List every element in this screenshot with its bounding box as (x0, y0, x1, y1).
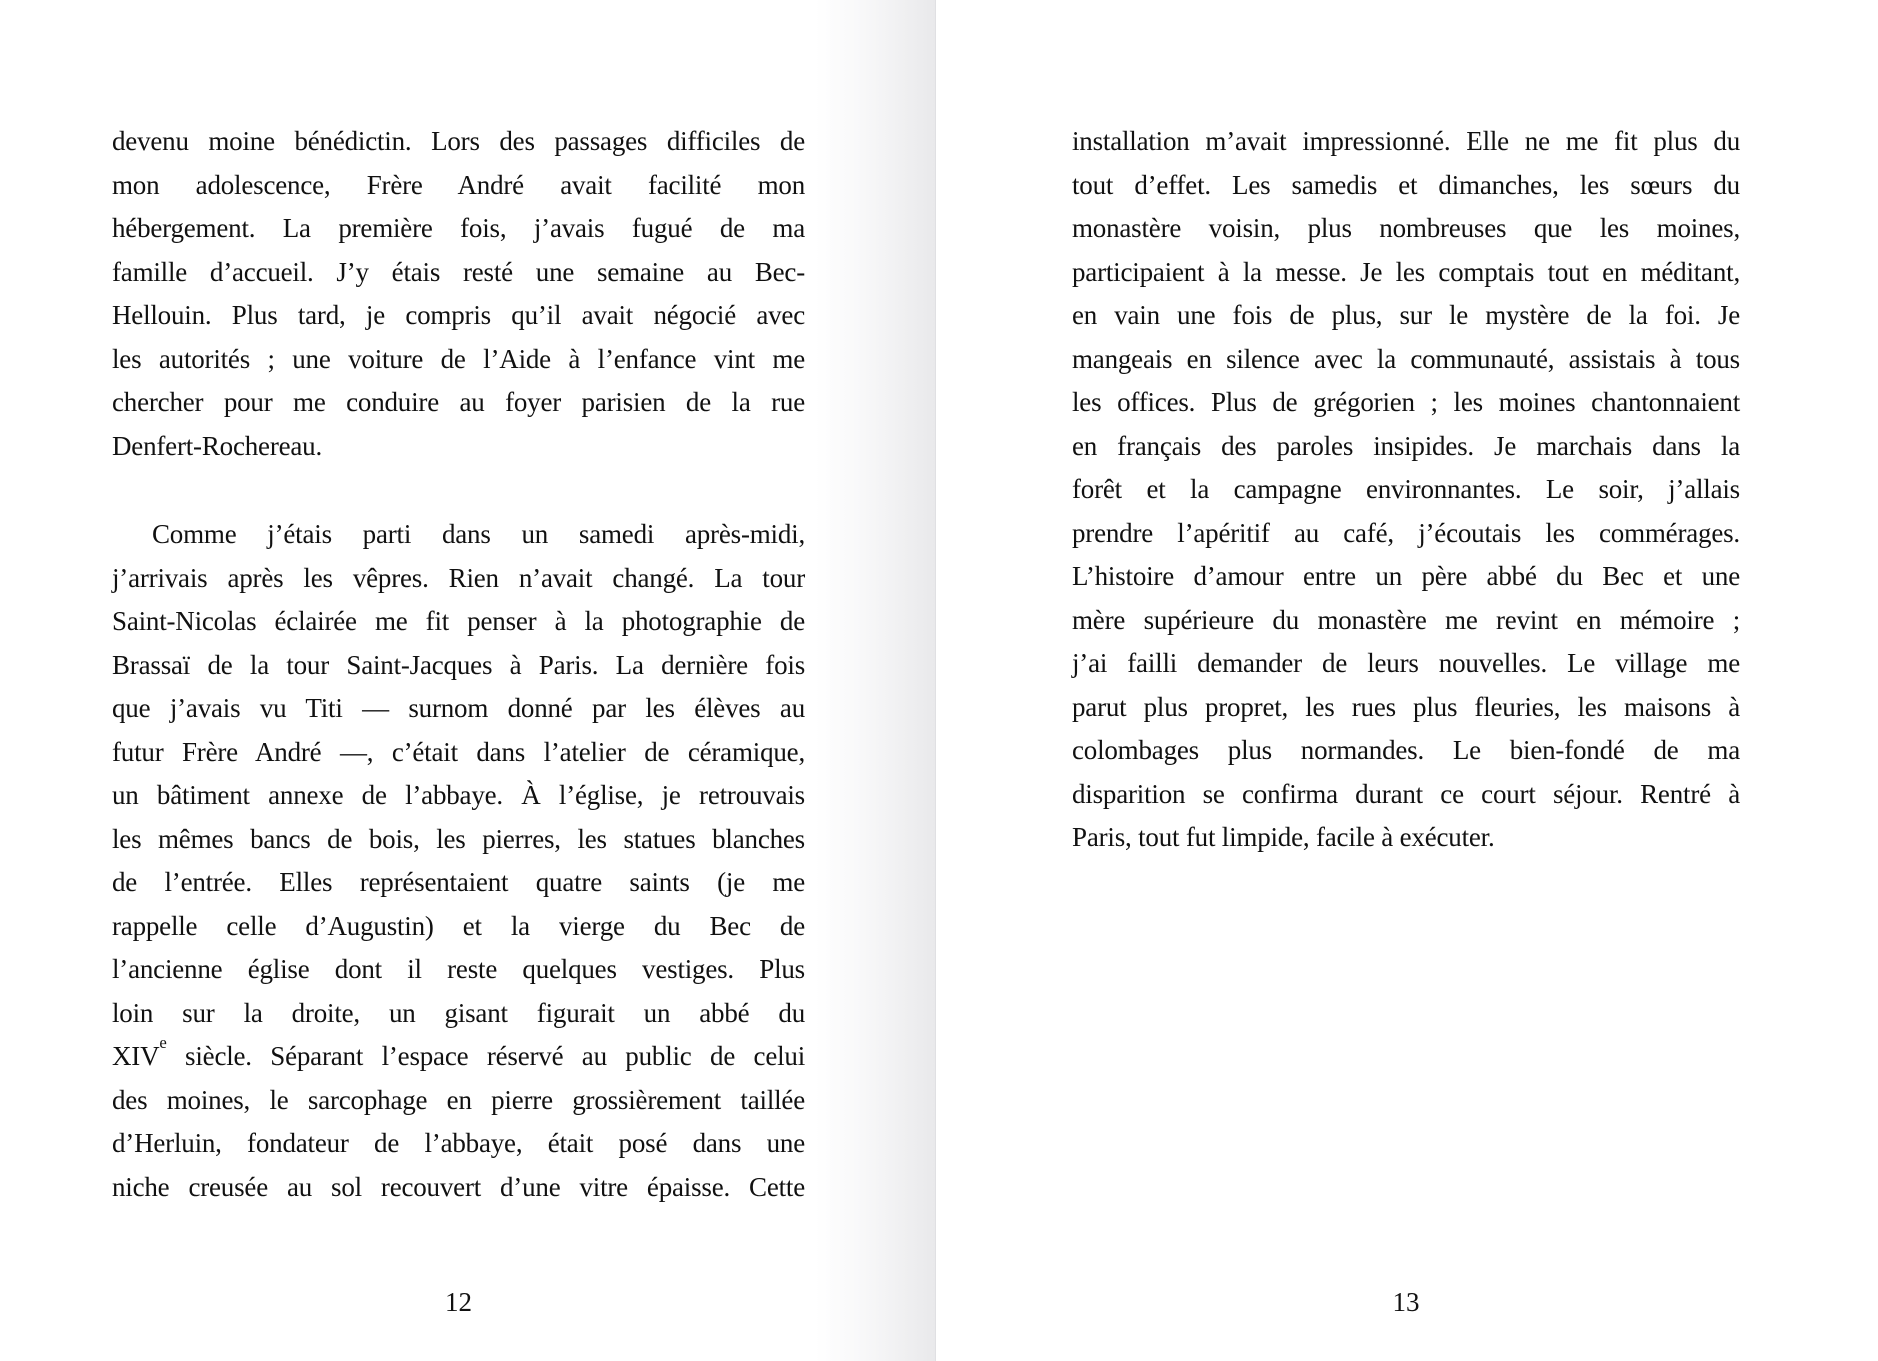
text-line: les autorités ; une voiture de l’Aide à l’enfance vint me (112, 343, 805, 374)
text-line: niche creusée au sol recouvert d’une vitre épaisse. Cette (112, 1171, 805, 1202)
paragraph (1072, 120, 1740, 860)
paragraph (112, 120, 805, 468)
text-line: monastère voisin, plus nombreuses que les moines, (1072, 213, 1740, 243)
text-line: rappelle celle d’Augustin) et la vierge du Bec de (112, 910, 805, 941)
text-line: Paris, tout fut limpide, facile à exécuter. (1072, 822, 1495, 852)
text-line: Brassaï de la tour Saint-Jacques à Paris. La dernière fois (112, 649, 805, 680)
text-line: mangeais en silence avec la communauté, assistais à tous (1072, 343, 1740, 374)
page-left-text-column (112, 120, 805, 1209)
text-line: installation m’avait impressionné. Elle ne me fit plus du (1072, 126, 1740, 156)
text-line: prendre l’apéritif au café, j’écoutais les commérages. (1072, 517, 1740, 548)
text-line: forêt et la campagne environnantes. Le soir, j’allais (1072, 474, 1740, 504)
page-number-left: 12 (445, 1287, 472, 1317)
text-line: devenu moine bénédictin. Lors des passages difficiles de (112, 126, 805, 156)
text-line: disparition se confirma durant ce court séjour. Rentré à (1072, 778, 1740, 809)
text-line: XIVe siècle. Séparant l’espace réservé au public de celui (112, 1032, 805, 1071)
text-line: loin sur la droite, un gisant figurait un abbé du (112, 997, 805, 1028)
text-line: futur Frère André —, c’était dans l’atelier de céramique, (112, 736, 805, 767)
text-line: les mêmes bancs de bois, les pierres, les statues blanches (112, 823, 805, 854)
text-line: j’arrivais après les vêpres. Rien n’avait changé. La tour (112, 562, 805, 593)
text-line: de l’entrée. Elles représentaient quatre saints (je me (112, 867, 805, 897)
paragraph (112, 513, 805, 1209)
text-line: parut plus propret, les rues plus fleuries, les maisons à (1072, 691, 1740, 722)
text-line: l’ancienne église dont il reste quelques vestiges. Plus (112, 954, 805, 984)
text-line: famille d’accueil. J’y étais resté une semaine au Bec- (112, 256, 805, 287)
text-line: d’Herluin, fondateur de l’abbaye, était posé dans une (112, 1128, 805, 1158)
text-line: mon adolescence, Frère André avait facilité mon (112, 169, 805, 200)
text-line: tout d’effet. Les samedis et dimanches, les sœurs du (1072, 169, 1740, 200)
text-line: colombages plus normandes. Le bien-fondé de ma (1072, 735, 1740, 765)
text-line: en français des paroles insipides. Je marchais dans la (1072, 430, 1740, 461)
text-line: des moines, le sarcophage en pierre grossièrement taillée (112, 1084, 805, 1115)
text-line: mère supérieure du monastère me revint en mémoire ; (1072, 604, 1740, 635)
page-gutter-shadow (815, 0, 936, 1361)
text-line: chercher pour me conduire au foyer parisien de la rue (112, 387, 805, 417)
text-line: L’histoire d’amour entre un père abbé du Bec et une (1072, 561, 1740, 591)
text-line: les offices. Plus de grégorien ; les moines chantonnaient (1072, 387, 1740, 417)
text-line: j’ai failli demander de leurs nouvelles. Le village me (1072, 648, 1740, 678)
text-line: que j’avais vu Titi — surnom donné par les élèves au (112, 693, 805, 723)
text-line: en vain une fois de plus, sur le mystère de la foi. Je (1072, 300, 1740, 330)
text-line: participaient à la messe. Je les comptais tout en méditant, (1072, 256, 1740, 287)
text-line: hébergement. La première fois, j’avais fugué de ma (112, 213, 805, 243)
text-line: Saint-Nicolas éclairée me fit penser à la photographie de (112, 606, 805, 636)
text-line: Hellouin. Plus tard, je compris qu’il avait négocié avec (112, 300, 805, 330)
page-number-right: 13 (1392, 1287, 1420, 1317)
text-line: Comme j’étais parti dans un samedi après-midi, (152, 519, 805, 549)
text-line: un bâtiment annexe de l’abbaye. À l’église, je retrouvais (112, 780, 805, 810)
page-right-text-column (1072, 120, 1740, 860)
text-line: Denfert-Rochereau. (112, 430, 323, 461)
